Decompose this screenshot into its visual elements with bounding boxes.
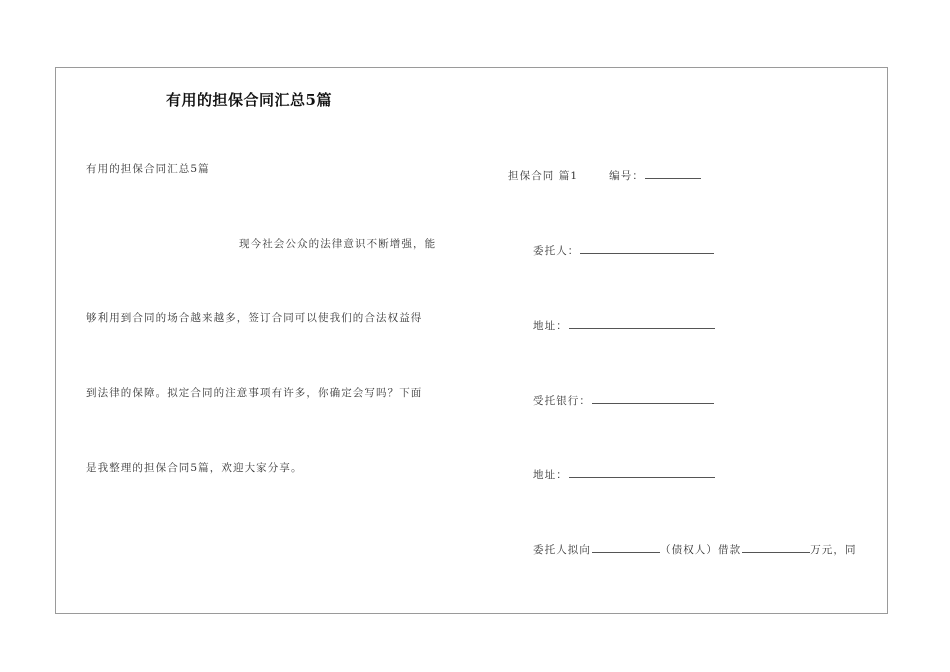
- bank-field-row: [533, 393, 714, 408]
- creditor-blank: [592, 542, 660, 553]
- loan-clause-row: [533, 542, 857, 557]
- bank-address-label: 地址：: [533, 469, 568, 481]
- client-blank: [580, 243, 714, 254]
- contract-heading: 担保合同 篇1: [508, 170, 579, 182]
- document-title: 有用的担保合同汇总5篇: [166, 91, 332, 109]
- contract-number-label: 编号：: [609, 170, 644, 182]
- loan-clause-part3: 万元，同: [810, 544, 857, 556]
- document-subtitle: 有用的担保合同汇总5篇: [86, 163, 210, 175]
- paragraph-line-2: 够利用到合同的场合越来越多，签订合同可以使我们的合法权益得: [86, 312, 423, 324]
- client-field-row: [533, 243, 714, 258]
- document-page-frame: [55, 67, 888, 614]
- bank-address-row: [533, 467, 715, 482]
- client-address-blank: [569, 318, 715, 329]
- bank-label: 受托银行：: [533, 395, 591, 407]
- contract-heading-row: [508, 168, 701, 183]
- loan-clause-part1: 委托人拟向: [533, 544, 591, 556]
- bank-address-blank: [569, 467, 715, 478]
- contract-number-blank: [645, 168, 701, 179]
- paragraph-line-4: 是我整理的担保合同5篇，欢迎大家分享。: [86, 462, 303, 474]
- amount-blank: [742, 542, 810, 553]
- bank-blank: [592, 393, 714, 404]
- client-address-label: 地址：: [533, 320, 568, 332]
- paragraph-line-3: 到法律的保障。拟定合同的注意事项有许多，你确定会写吗？下面: [86, 387, 423, 399]
- client-address-row: [533, 318, 715, 333]
- loan-clause-part2: （债权人）借款: [660, 544, 742, 556]
- paragraph-line-1: 现今社会公众的法律意识不断增强，能: [239, 238, 437, 250]
- client-label: 委托人：: [533, 245, 580, 257]
